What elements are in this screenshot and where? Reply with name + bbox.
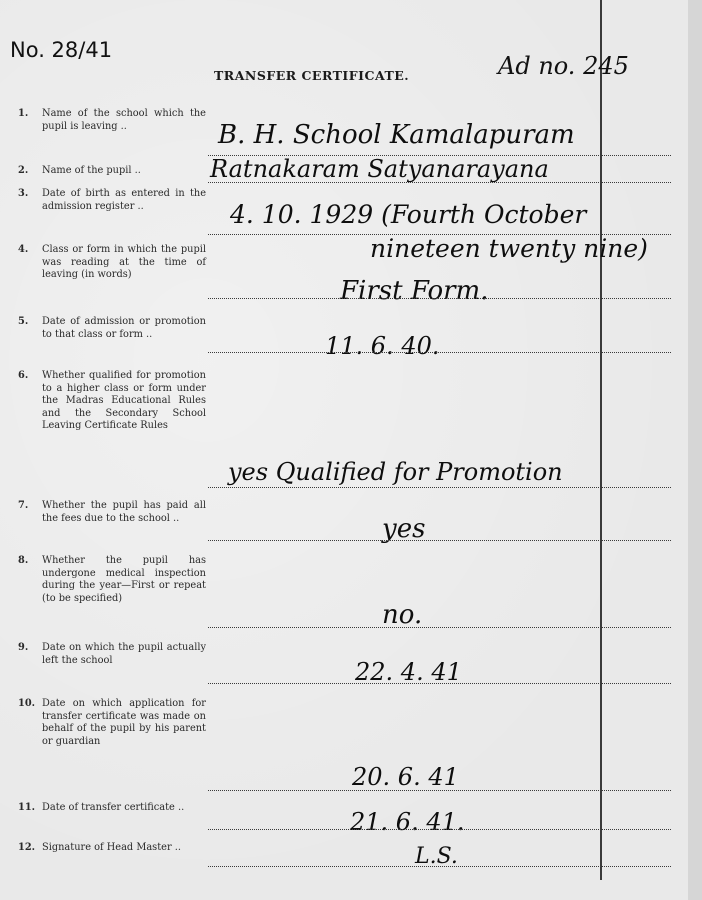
margin-line (600, 0, 602, 880)
field-label-4: 4. Class or form in which the pupil was reading at the time of leaving (in words) (18, 244, 206, 280)
field-label-8: 8. Whether the pupil has undergone medical inspection during the year—First or repeat (to be specified) (18, 555, 206, 604)
field-label-7: 7. Whether the pupil has paid all the fees due to the school .. (18, 500, 206, 524)
answer-line-7 (208, 540, 671, 541)
answer-line-12 (208, 866, 671, 867)
field-label-5: 5. Date of admission or promotion to that class or form .. (18, 316, 206, 340)
page-edge (688, 0, 702, 900)
field-label-9: 9. Date on which the pupil actually left the school (18, 642, 206, 666)
answer-qualified: yes Qualified for Promotion (228, 458, 563, 486)
admission-number: Ad no. 245 (498, 52, 629, 80)
answer-line-2 (208, 182, 671, 183)
field-label-3: 3. Date of birth as entered in the admission register .. (18, 188, 206, 212)
field-label-10: 10. Date on which application for transfer certificate was made on behalf of the pupil by his parent or guardian (18, 698, 206, 747)
answer-admission-date: 11. 6. 40. (325, 332, 440, 360)
answer-line-6 (208, 487, 671, 488)
answer-line-10 (208, 790, 671, 791)
answer-date-of-birth: 4. 10. 1929 (Fourth October (230, 200, 587, 229)
answer-certificate-date: 21. 6. 41. (350, 808, 465, 836)
answer-fees-paid: yes (382, 514, 426, 544)
page-title: TRANSFER CERTIFICATE. (214, 68, 410, 83)
answer-line-9 (208, 683, 671, 684)
answer-class: First Form. (340, 276, 489, 306)
field-label-2: 2. Name of the pupil .. (18, 165, 141, 176)
field-label-1: 1. Name of the school which the pupil is leaving .. (18, 108, 206, 132)
answer-left-date: 22. 4. 41 (355, 658, 462, 686)
answer-medical-inspection: no. (382, 600, 423, 630)
answer-pupil-name: Ratnakaram Satyanarayana (210, 155, 549, 183)
field-label-11: 11. Date of transfer certificate .. (18, 802, 185, 813)
field-label-12: 12. Signature of Head Master .. (18, 842, 181, 853)
head-master-signature: L.S. (415, 844, 458, 869)
answer-line-3 (208, 234, 671, 235)
answer-school-name: B. H. School Kamalapuram (218, 120, 575, 150)
answer-line-11 (208, 829, 671, 830)
answer-line-5 (208, 352, 671, 353)
answer-line-8 (208, 627, 671, 628)
certificate-number: No. 28/41 (10, 38, 113, 62)
answer-line-4 (208, 298, 671, 299)
field-label-6: 6. Whether qualified for promotion to a higher class or form under the Madras Educational Rules and the Secondary School Leaving Certificate Rules (18, 370, 206, 431)
answer-application-date: 20. 6. 41 (352, 763, 459, 791)
answer-date-of-birth-words: nineteen twenty nine) (370, 234, 648, 263)
